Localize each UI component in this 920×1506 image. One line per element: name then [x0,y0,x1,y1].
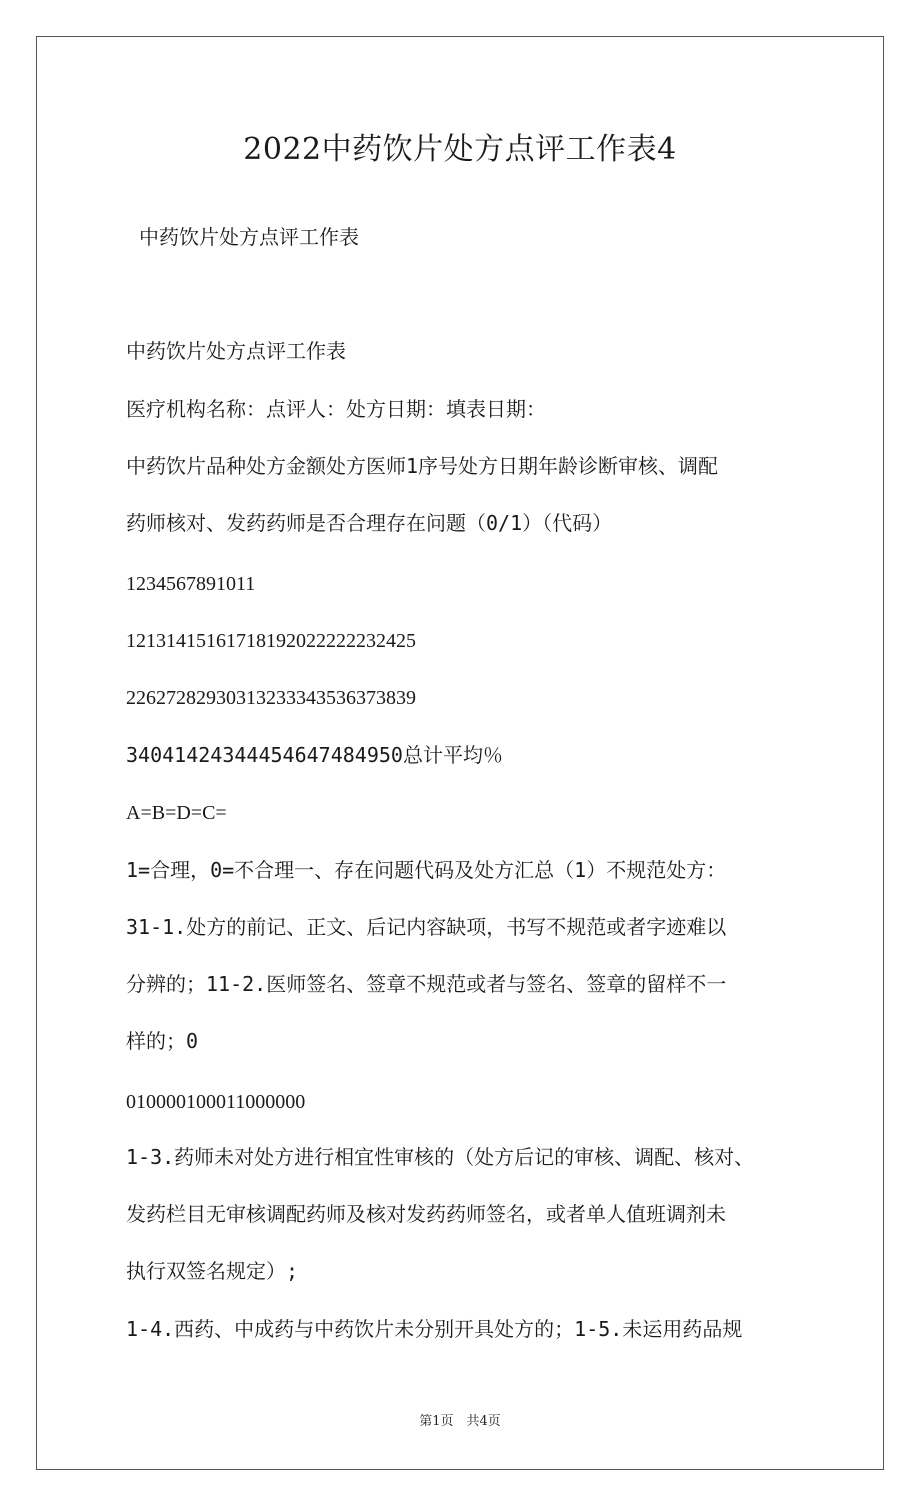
body-line-5: 1234567891011 [126,573,256,595]
body-line-16: 发药栏目无审核调配药师及核对发药药师签名，或者单人值班调剂未 [126,1202,726,1226]
body-line-15: 1-3.药师未对处方进行相宜性审核的（处方后记的审核、调配、核对、 [126,1145,755,1169]
body-line-8: 340414243444546474849​50总计平均％ [126,743,503,767]
document-subtitle: 中药饮片处方点评工作表 [139,225,359,249]
body-line-2: 医疗机构名称：点评人：处方日期：填表日期： [126,397,546,421]
document-title: 2022中药饮片处方点评工作表4 [243,132,677,167]
body-line-14: 010000100011000000 [126,1091,306,1113]
body-line-13: 样的；0 [126,1029,199,1053]
body-line-10: 1=合理，0=不合理一、存在问题代码及处方汇总（1）不规范处方： [126,858,727,882]
body-line-7: 2262728293031323334353637383​9 [126,687,416,709]
body-line-17: 执行双签名规定）; [126,1259,299,1283]
body-line-4: 药师核对、发药药师是否合理存在问题（0/1）（代码） [126,511,613,535]
body-line-6: 12131415161718192022222232425 [126,630,416,652]
body-line-11: 31-1.处方的前记、正文、后记内容缺项，书写不规范或者字迹难以 [126,915,727,939]
body-line-12: 分辨的；11-2.医师签名、签章不规范或者与签名、签章的留样不一 [126,972,727,996]
page-footer: 第1页 共4页 [419,1414,501,1429]
body-line-3: 中药饮片品种处方金额处方医师1序号处方日期年龄诊断审核、调配 [126,454,719,478]
body-line-9: A=B=D=C= [126,802,227,824]
body-line-18: 1-4.西药、中成药与中药饮片未分别开具处方的；1-5.未运用药品规 [126,1317,743,1341]
body-line-1: 中药饮片处方点评工作表 [126,339,346,363]
